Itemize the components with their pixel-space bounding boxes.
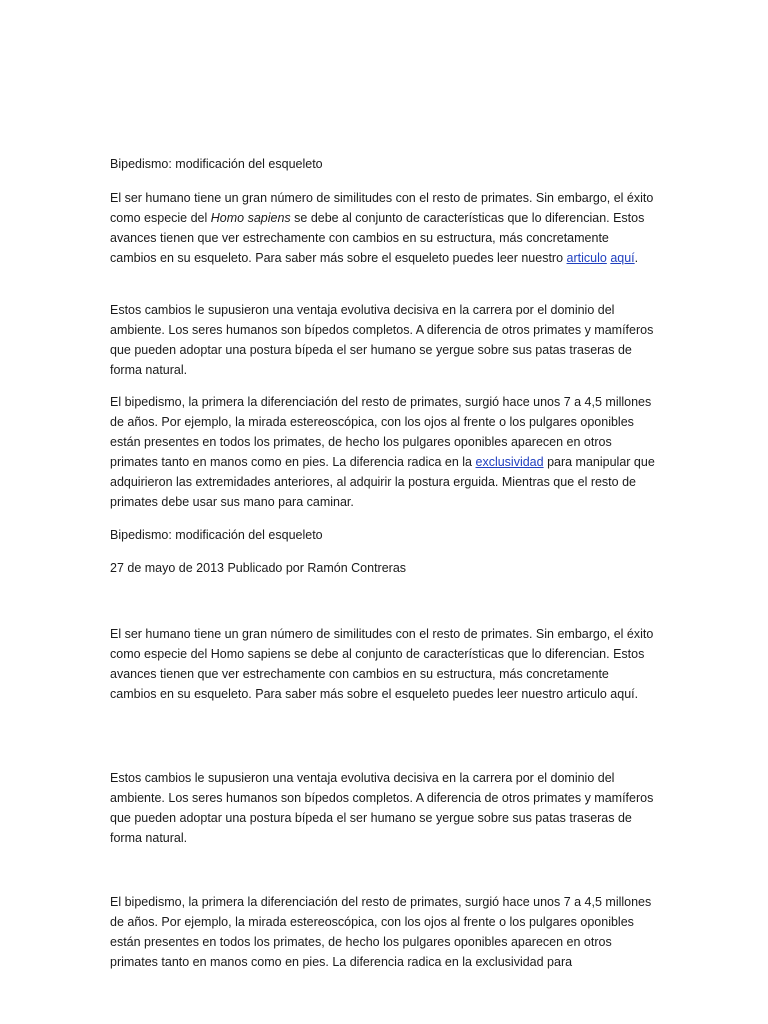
paragraph-5-text: Estos cambios le supusieron una ventaja evolutiva decisiva en la carrera por el dominio del ambiente. Los seres humanos son bípedos completos. A diferencia de otros primates y mamíferos que pueden adoptar una postura bípeda el ser humano se yergue sobre sus patas traseras de forma natural. <box>110 771 654 845</box>
heading-1-text: Bipedismo: modificación del esqueleto <box>110 157 323 171</box>
heading-2 <box>110 525 658 545</box>
paragraph-1-text <box>110 188 658 268</box>
aqui-link[interactable]: aquí <box>610 251 635 265</box>
paragraph-2 <box>110 300 658 380</box>
byline <box>110 558 658 578</box>
paragraph-3-text <box>110 392 658 512</box>
paragraph-3-part-a: El bipedismo, la primera la diferenciación del resto de primates, surgió hace unos 7 a 4,5 millones de años. Por ejemplo, la mirada estereoscópica, con los ojos al frente o los pulgares oponibles están presentes en todos los primates, de hecho los pulgares oponibles aparecen en otros primates tanto en manos como en pies. La diferencia radica en la <box>110 395 652 469</box>
paragraph-6-text: El bipedismo, la primera la diferenciación del resto de primates, surgió hace unos 7 a 4,5 millones de años. Por ejemplo, la mirada estereoscópica, con los ojos al frente o los pulgares oponibles están presentes en todos los primates, de hecho los pulgares oponibles aparecen en otros primates tanto en manos como en pies. La diferencia radica en la exclusividad para <box>110 895 652 969</box>
paragraph-3-part-b: para manipular que adquirieron las extremidades anteriores, al adquirir la postura erguida. Mientras que el resto de primates debe usar sus mano para caminar. <box>110 455 655 509</box>
byline-text: 27 de mayo de 2013 Publicado por Ramón Contreras <box>110 561 407 575</box>
heading-1 <box>110 154 658 174</box>
articulo-link[interactable]: articulo <box>566 251 607 265</box>
heading-2-text: Bipedismo: modificación del esqueleto <box>110 528 323 542</box>
paragraph-5 <box>110 768 658 848</box>
paragraph-1-part-a: El ser humano tiene un gran número de similitudes con el resto de primates. Sin embargo, el éxito como especie del <box>110 191 654 225</box>
paragraph-1-italic: Homo sapiens <box>210 211 291 225</box>
paragraph-4 <box>110 624 658 704</box>
paragraph-1-end: . <box>634 251 639 265</box>
paragraph-6 <box>110 892 658 972</box>
exclusividad-link[interactable]: exclusividad <box>475 455 544 469</box>
paragraph-2-text: Estos cambios le supusieron una ventaja evolutiva decisiva en la carrera por el dominio del ambiente. Los seres humanos son bípedos completos. A diferencia de otros primates y mamíferos que pueden adoptar una postura bípeda el ser humano se yergue sobre sus patas traseras de forma natural. <box>110 303 654 377</box>
paragraph-3 <box>110 392 658 512</box>
paragraph-1 <box>110 188 658 268</box>
paragraph-4-text: El ser humano tiene un gran número de similitudes con el resto de primates. Sin embargo, el éxito como especie del Homo sapiens se debe al conjunto de características que lo diferencian. Estos avances tienen que ver estrechamente con cambios en su estructura, más concretamente cambios en su esqueleto. Para saber más sobre el esqueleto puedes leer nuestro articulo aquí. <box>110 627 654 701</box>
paragraph-1-part-b: se debe al conjunto de características que lo diferencian. Estos avances tienen que ver estrechamente con cambios en su estructura, más concretamente cambios en su esqueleto. Para saber más sobre el esqueleto puedes leer nuestro <box>110 211 645 265</box>
